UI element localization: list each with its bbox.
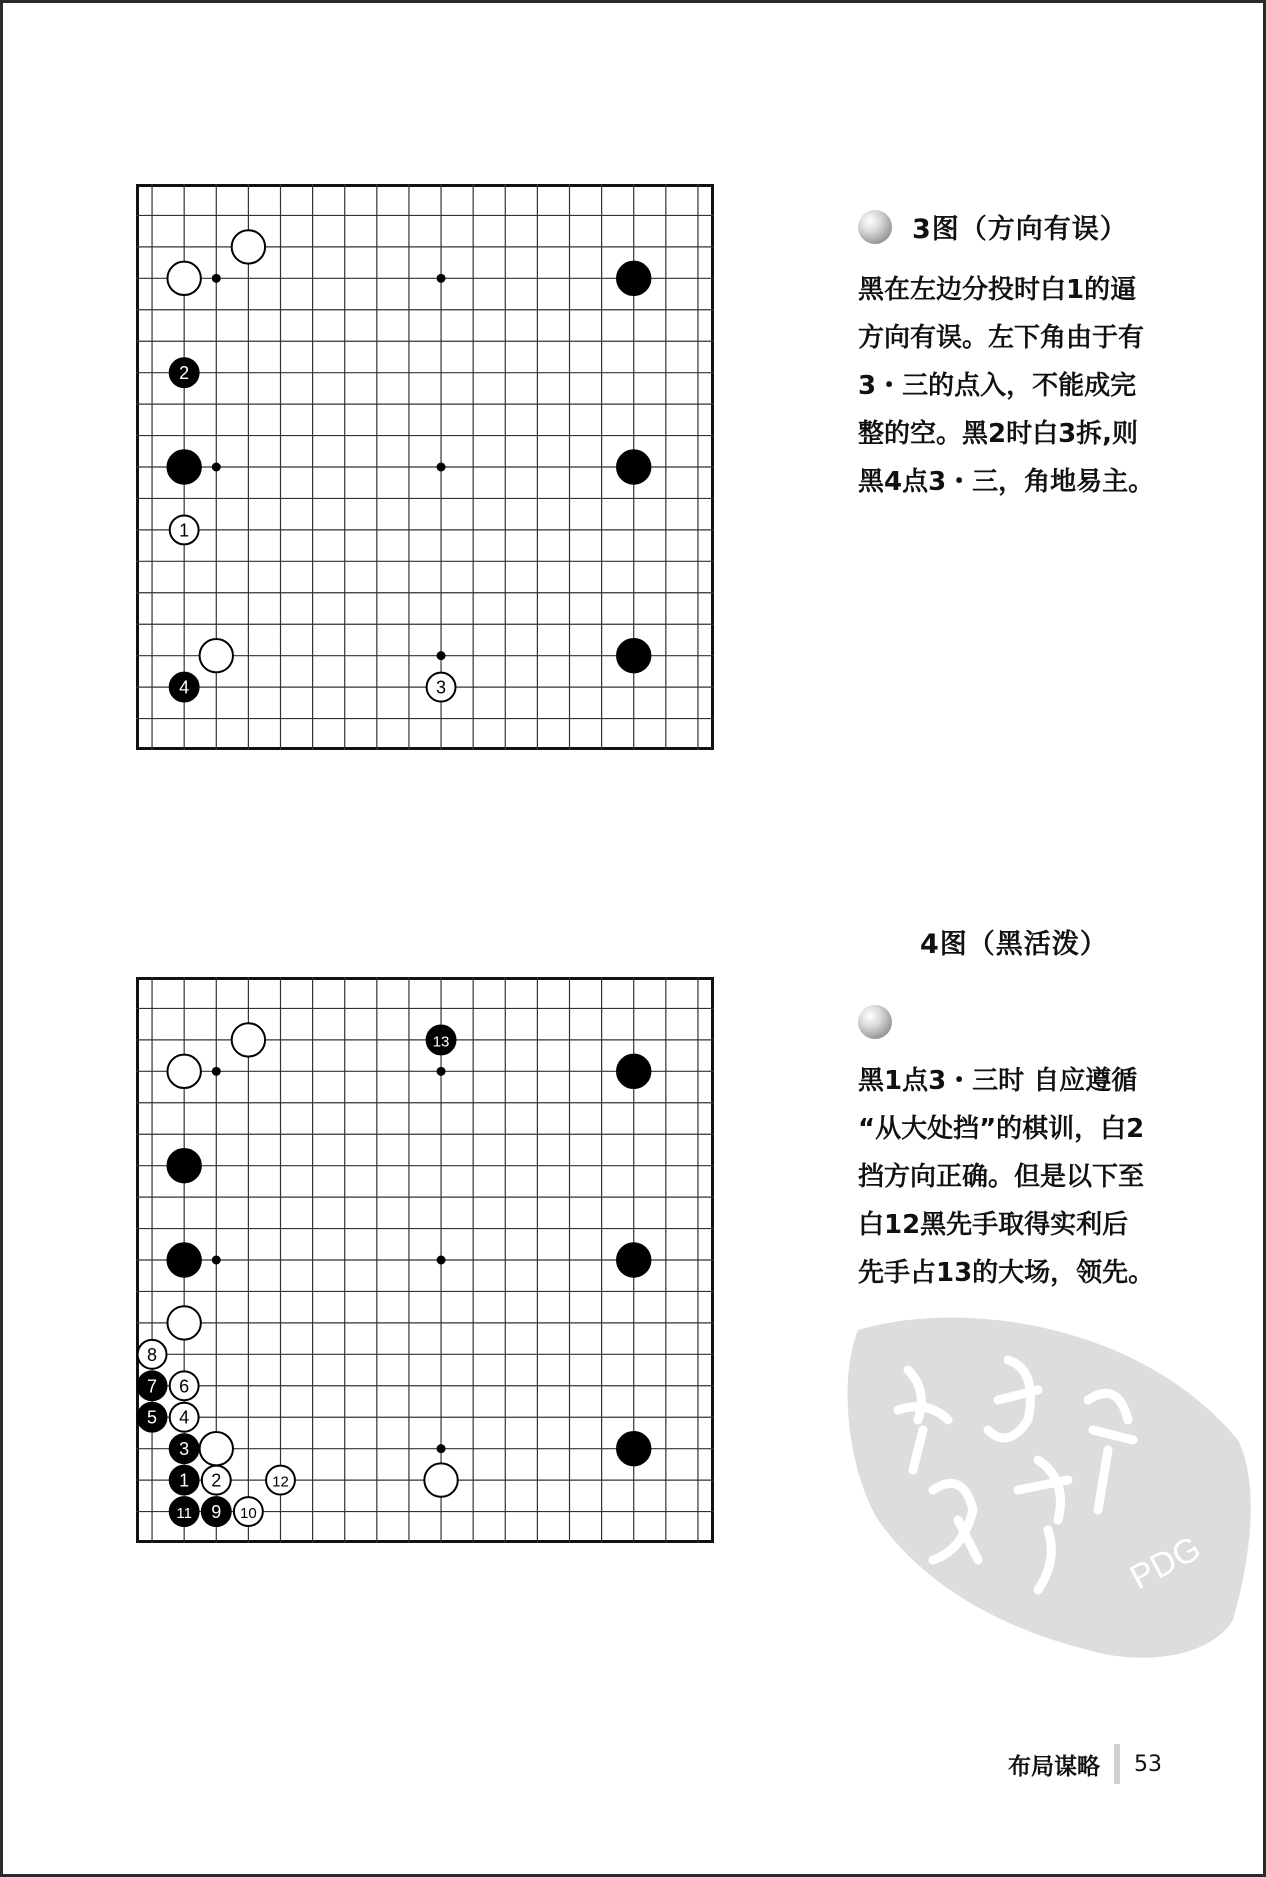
- white-stone-10: [234, 1497, 263, 1526]
- diagram-3-title: 3图（方向有误）: [912, 214, 1128, 245]
- black-stone-4: [170, 673, 199, 702]
- diagram-3-text: [858, 266, 1154, 506]
- footer-divider: [1114, 1744, 1120, 1784]
- white-stone-2: [202, 1466, 231, 1495]
- black-stone: [617, 639, 650, 672]
- black-stone: [617, 450, 650, 483]
- stone-label: 13: [432, 1033, 450, 1051]
- stone-label: 8: [147, 1344, 158, 1365]
- diagram-4-text: [858, 1057, 1154, 1297]
- black-stone-1: [170, 1466, 199, 1495]
- stone-label: 3: [179, 1439, 190, 1460]
- stone-label: 2: [179, 363, 190, 384]
- star-point: [212, 463, 221, 472]
- star-point: [437, 1256, 446, 1265]
- diagram-4-caption: [858, 922, 1154, 1297]
- star-point: [437, 1067, 446, 1076]
- white-stone: [200, 1432, 233, 1465]
- go-board-diagram-4: [136, 977, 714, 1543]
- stone-bullet-icon: [858, 210, 892, 244]
- white-stone-1: [170, 515, 199, 544]
- black-stone: [617, 1243, 650, 1276]
- white-stone: [167, 1055, 200, 1088]
- stone-label: 1: [179, 1470, 190, 1491]
- black-stone-7: [138, 1371, 167, 1400]
- go-board-diagram-3: [136, 184, 714, 750]
- black-stone-11: [170, 1497, 199, 1526]
- black-stone-9: [202, 1497, 231, 1526]
- black-stone: [167, 450, 200, 483]
- white-stone: [232, 1023, 265, 1056]
- caption-line: 黑1点3・三时 自应遵循: [858, 1066, 1138, 1096]
- black-stone: [617, 1432, 650, 1465]
- page-number: 53: [1134, 1751, 1162, 1777]
- diagram-4-title: 4图（黑活泼）: [920, 929, 1108, 960]
- star-point: [212, 1256, 221, 1265]
- black-stone: [167, 1243, 200, 1276]
- stone-label: 9: [211, 1502, 222, 1523]
- caption-line: 黑在左边分投时白1的逼: [858, 275, 1137, 305]
- stone-label: 4: [179, 1407, 190, 1428]
- white-stone-12: [266, 1466, 295, 1495]
- black-stone: [617, 262, 650, 295]
- diagram-4-bullet: [858, 1005, 1154, 1043]
- stone-label: 4: [179, 677, 190, 698]
- black-stone: [617, 1055, 650, 1088]
- caption-line: 3・三的点入，不能成完: [858, 371, 1137, 401]
- caption-line: 方向有误。左下角由于有: [858, 323, 1145, 353]
- star-point: [437, 651, 446, 660]
- white-stone: [424, 1463, 457, 1496]
- star-point: [212, 274, 221, 283]
- stone-label: 6: [179, 1376, 190, 1397]
- star-point: [212, 1067, 221, 1076]
- stone-label: 1: [179, 520, 190, 541]
- white-stone: [232, 230, 265, 263]
- star-point: [437, 1444, 446, 1453]
- stone-label: 5: [147, 1407, 158, 1428]
- footer-section-title: 布局谋略: [1008, 1753, 1100, 1780]
- stone-label: 11: [176, 1505, 192, 1523]
- pdg-seal-watermark: [838, 1290, 1258, 1670]
- white-stone: [167, 1306, 200, 1339]
- star-point: [437, 274, 446, 283]
- white-stone-4: [170, 1403, 199, 1432]
- stone-label: 12: [272, 1473, 289, 1491]
- white-stone: [200, 639, 233, 672]
- caption-line: 整的空。黑2时白3拆,则: [858, 419, 1139, 449]
- diagram-3-title-line: [858, 207, 1154, 246]
- page-footer: [1008, 1744, 1162, 1784]
- caption-line: 先手占13的大场，领先。: [858, 1258, 1155, 1288]
- white-stone: [167, 262, 200, 295]
- black-stone-3: [170, 1434, 199, 1463]
- black-stone-13: [427, 1025, 456, 1054]
- watermark-text: PDG: [1123, 1528, 1207, 1598]
- white-stone-6: [170, 1371, 199, 1400]
- diagram-3-caption: [858, 207, 1154, 506]
- black-stone-5: [138, 1403, 167, 1432]
- star-point: [437, 463, 446, 472]
- caption-line: 黑4点3・三，角地易主。: [858, 467, 1155, 497]
- stone-label: 2: [211, 1470, 222, 1491]
- caption-line: 挡方向正确。但是以下至: [858, 1162, 1145, 1192]
- stone-label: 10: [240, 1505, 257, 1523]
- stone-label: 7: [147, 1376, 158, 1397]
- white-stone-8: [138, 1340, 167, 1369]
- black-stone-2: [170, 358, 199, 387]
- caption-line: 白12黑先手取得实利后: [858, 1210, 1129, 1240]
- white-stone-3: [427, 673, 456, 702]
- black-stone: [167, 1149, 200, 1182]
- caption-line: “从大处挡”的棋训，白2: [858, 1114, 1145, 1144]
- stone-label: 3: [436, 677, 447, 698]
- stone-bullet-icon: [858, 1005, 892, 1039]
